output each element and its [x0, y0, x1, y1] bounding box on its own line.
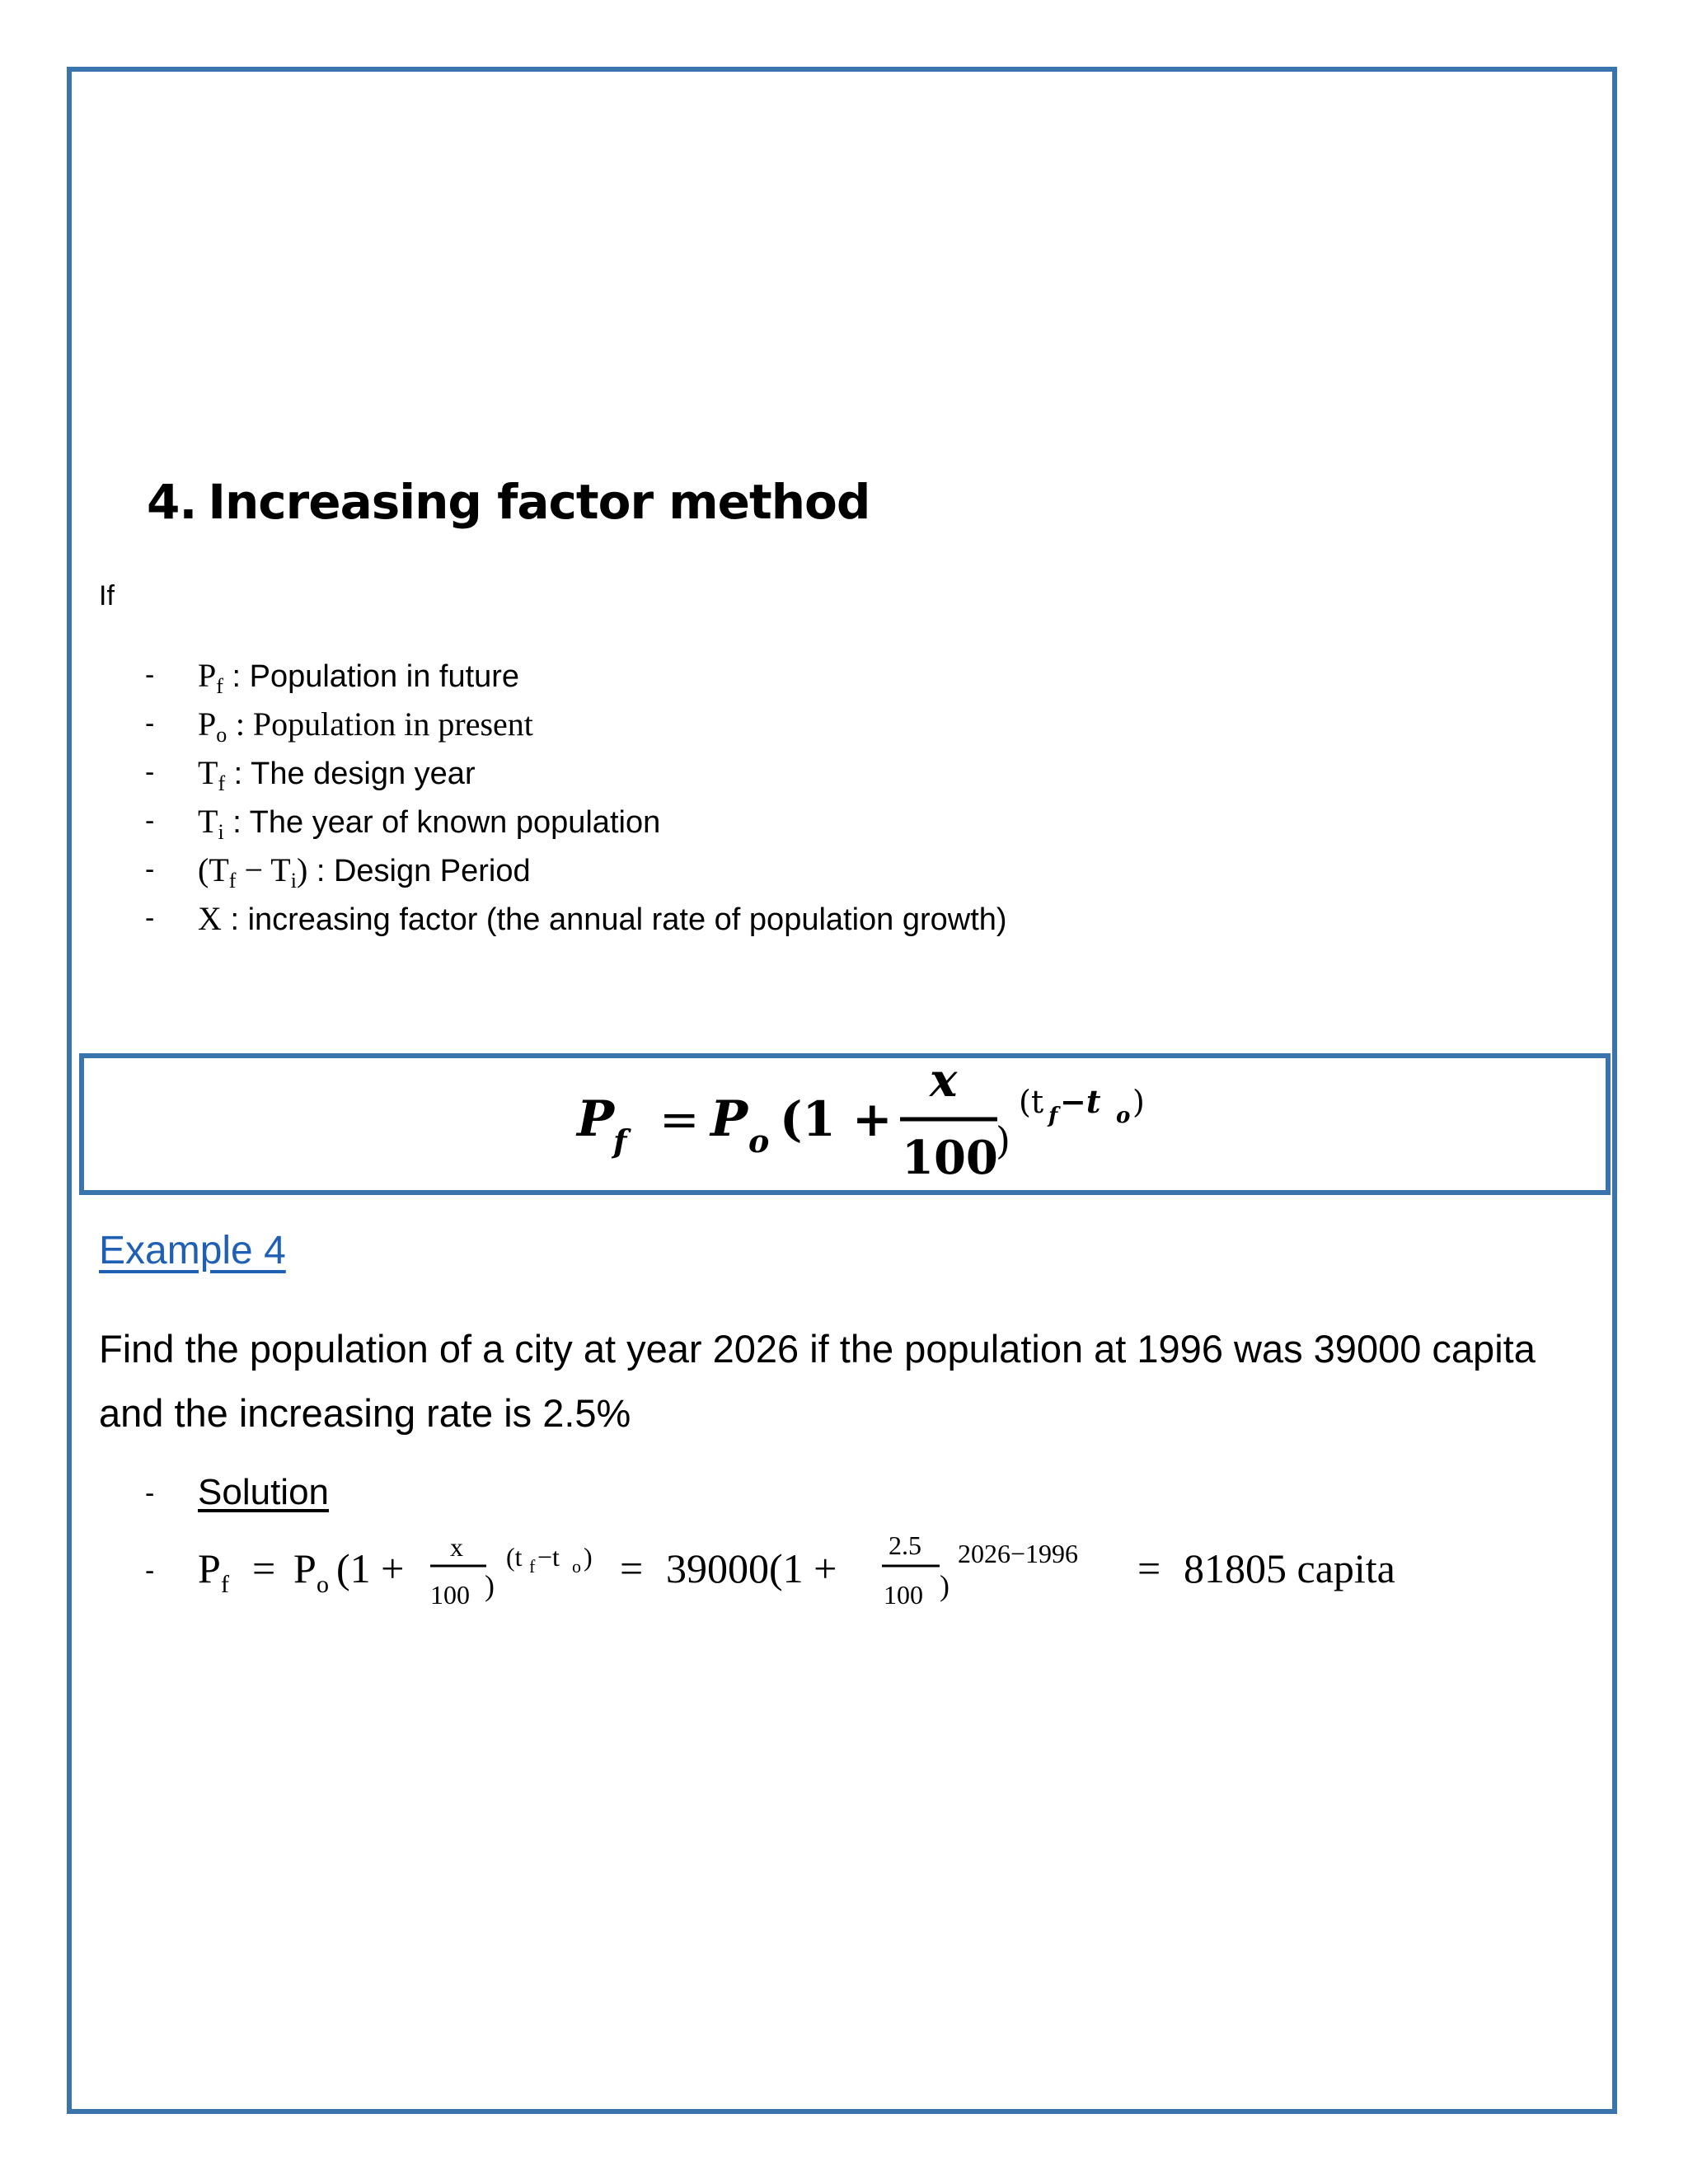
symbol-sub: o — [216, 723, 227, 747]
symbol-base: P — [198, 657, 217, 694]
symbol-sub: i — [290, 869, 297, 893]
formula-p0-sub: o — [748, 1122, 770, 1160]
example-title: Example 4 — [99, 1229, 286, 1272]
bullet-dash: - — [145, 902, 155, 934]
sol-value: 39000(1 + — [666, 1545, 837, 1591]
symbol-base: P — [198, 705, 217, 743]
bullet-dash: - — [145, 757, 155, 788]
sol-den2: 100 — [884, 1580, 923, 1610]
sol-exp2: 2026−1996 — [958, 1539, 1079, 1568]
bullet-dash: - — [145, 1478, 155, 1509]
formula-open: (1 + — [780, 1091, 893, 1147]
formula-p0: P — [710, 1090, 748, 1148]
intro-text: If — [99, 580, 115, 612]
sol-eq2: = — [620, 1545, 644, 1591]
sol-den1: 100 — [430, 1580, 470, 1610]
bullet-dash: - — [145, 1555, 155, 1586]
sol-exp1-open: (t — [506, 1542, 523, 1572]
symbol-base: (T — [198, 851, 229, 888]
sol-open1: (1 + — [336, 1545, 405, 1591]
definition-text: : Population in present — [235, 705, 533, 743]
definition-text: : The design year — [233, 757, 476, 791]
formula-lhs: P — [577, 1090, 615, 1148]
formula-close: ) — [996, 1118, 1010, 1163]
formula-equals: = — [659, 1091, 700, 1147]
bullet-dash: - — [145, 659, 155, 691]
example-problem: Find the population of a city at year 2026 if the population at 1996 was 39000 capita and the increasing rate is 2.5% — [99, 1327, 1536, 1435]
formula-exp-close: ) — [1132, 1084, 1145, 1120]
sol-exp1-sub2: o — [572, 1556, 581, 1577]
symbol-base: T — [198, 803, 218, 840]
sol-eq3: = — [1137, 1545, 1161, 1591]
definition-text: : The year of known population — [232, 805, 661, 840]
sol-lhs-sub: f — [221, 1571, 229, 1598]
definition-text: : Design Period — [316, 854, 531, 888]
solution-label: Solution — [198, 1472, 330, 1512]
sol-p0-sub: o — [316, 1571, 329, 1598]
symbol-sub: f — [228, 869, 237, 893]
formula-denominator: 100 — [902, 1131, 998, 1185]
formula-exp-mid: −t — [1060, 1083, 1101, 1120]
bullet-dash: - — [145, 805, 155, 837]
symbol-sub: i — [218, 820, 224, 844]
symbol-base: T — [198, 754, 218, 791]
section-title: Increasing factor method — [208, 474, 870, 530]
bullet-dash: - — [145, 854, 155, 885]
definition-text: : increasing factor (the annual rate of population growth) — [230, 902, 1007, 937]
sol-num1: x — [450, 1532, 463, 1562]
sol-close1: ) — [485, 1569, 495, 1602]
formula-exp-open: (t — [1019, 1084, 1044, 1120]
definition-text: : Population in future — [232, 659, 520, 694]
formula-lhs-sub: f — [613, 1122, 627, 1160]
formula-exp-sub2: o — [1116, 1104, 1131, 1128]
sol-lhs: P — [198, 1545, 221, 1591]
sol-exp1-sub1: f — [529, 1556, 536, 1577]
formula-numerator: x — [930, 1053, 958, 1108]
symbol-mid: − T — [236, 851, 291, 888]
symbol-close: ) — [296, 851, 308, 888]
sol-num2: 2.5 — [889, 1530, 921, 1560]
formula-exp-sub1: f — [1048, 1104, 1058, 1128]
section-number: 4. — [147, 474, 197, 530]
definition-symbol: X — [198, 900, 222, 937]
sol-eq1: = — [252, 1545, 276, 1591]
sol-p0: P — [293, 1545, 316, 1591]
sol-close2: ) — [940, 1569, 950, 1602]
sol-exp1-mid: −t — [537, 1542, 560, 1572]
symbol-sub: f — [216, 674, 223, 698]
bullet-dash: - — [145, 708, 155, 739]
sol-result: 81805 capita — [1184, 1545, 1395, 1591]
symbol-sub: f — [218, 771, 226, 795]
sol-exp1-close: ) — [584, 1542, 593, 1572]
